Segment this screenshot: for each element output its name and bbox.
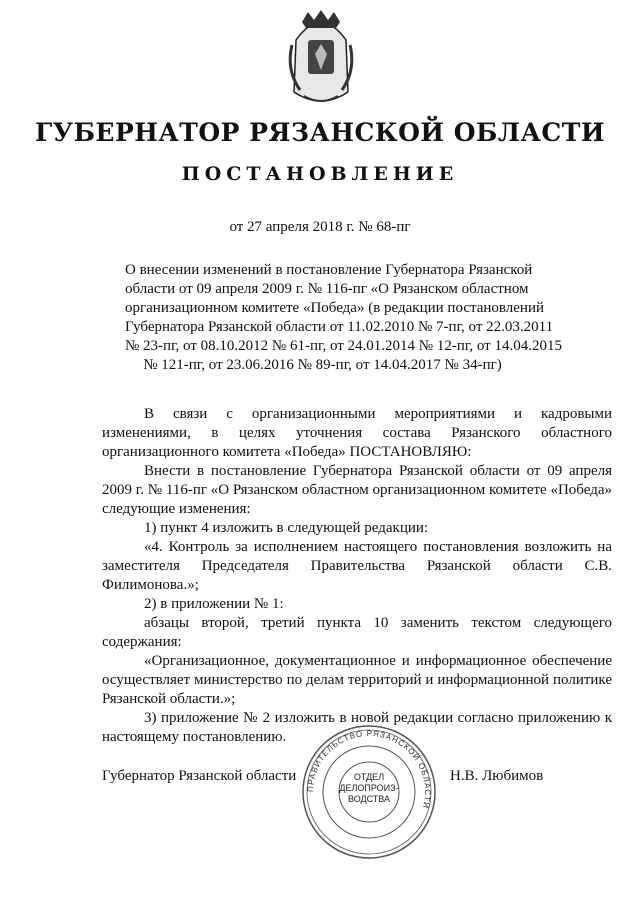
seal-line: ОТДЕЛ — [353, 772, 385, 782]
document-date: от 27 апреля 2018 г. № 68-пг — [229, 219, 411, 235]
signatory-position: Губернатор Рязанской области — [102, 768, 297, 784]
body-paragraph: абзацы второй, третий пункта 10 заменить текстом следующего содержания: — [102, 615, 612, 650]
seal-line: ВОДСТВА — [347, 794, 390, 804]
body-paragraph: Внести в постановление Губернатора Рязанской области от 09 апреля 2009 г. № 116-пг «О Рязанском областном организационном комитете «Победа» следующие изменения: — [102, 463, 612, 517]
body-paragraph: «4. Контроль за исполнением настоящего постановления возложить на заместителя Председателя Правительства Рязанской области С.В. Филимонова.»; — [102, 539, 612, 593]
document-type: ПОСТАНОВЛЕНИЕ — [181, 163, 459, 185]
coat-of-arms-emblem — [286, 10, 356, 110]
subject-line: области от 09 апреля 2009 г. № 116-пг «О Рязанском областном — [125, 281, 529, 297]
body-paragraph: В связи с организационными мероприятиями и кадровыми изменениями, в целях уточнения состава Рязанского областного организационного комитета «Победа» ПОСТАНОВЛЯЮ: — [102, 406, 612, 460]
body-paragraph: 2) в приложении № 1: — [144, 596, 284, 612]
document-body — [102, 405, 612, 747]
subject-line: № 23-пг, от 08.10.2012 № 61-пг, от 24.01.2014 № 12-пг, от 14.04.2015 — [125, 338, 562, 354]
document-subject — [125, 261, 562, 375]
subject-line: О внесении изменений в постановление Губернатора Рязанской — [125, 262, 533, 278]
body-paragraph: «Организационное, документационное и информационное обеспечение осуществляет министерство по делам территорий и информационной политике Рязанской области.»; — [102, 653, 612, 707]
signatory-name: Н.В. Любимов — [450, 768, 544, 784]
subject-line: № 121-пг, от 23.06.2016 № 89-пг, от 14.04.2017 № 34-пг) — [143, 357, 502, 373]
subject-line: организационном комитете «Победа» (в редакции постановлений — [125, 300, 545, 316]
body-paragraph: 3) приложение № 2 изложить в новой редакции согласно приложению к настоящему постановлению. — [102, 710, 612, 745]
seal-line: ДЕЛОПРОИЗ- — [339, 783, 399, 793]
seal-center-text — [328, 772, 410, 805]
governor-title: ГУБЕРНАТОР РЯЗАНСКОЙ ОБЛАСТИ — [35, 118, 605, 147]
body-paragraph: 1) пункт 4 изложить в следующей редакции: — [144, 520, 429, 536]
seal-outer-text: ПРАВИТЕЛЬСТВО РЯЗАНСКОЙ ОБЛАСТИ — [305, 728, 433, 810]
subject-line: Губернатора Рязанской области от 11.02.2010 № 7-пг, от 22.03.2011 — [125, 319, 554, 335]
